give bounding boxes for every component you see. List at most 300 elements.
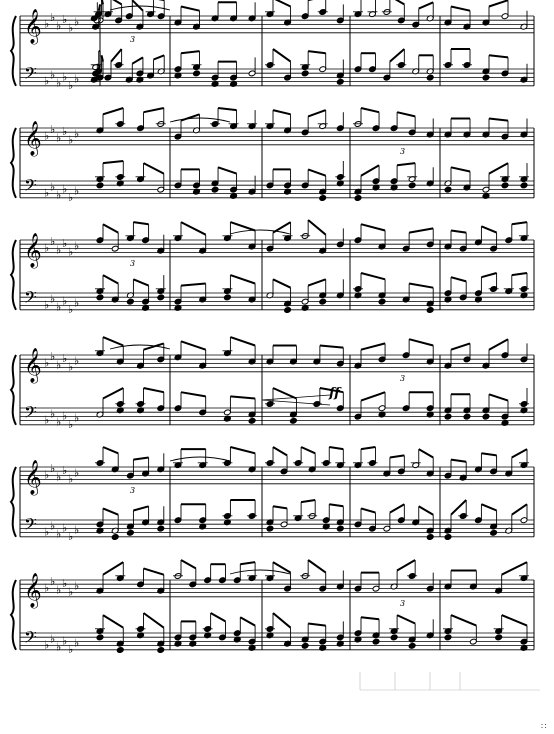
note-beam: [361, 273, 385, 279]
note-head: [495, 634, 503, 641]
note-beam: [451, 7, 470, 11]
flat-sign-icon: ♭: [44, 356, 50, 370]
note-beam: [103, 615, 123, 628]
note-beam: [489, 0, 508, 6]
bass-measure: [90, 51, 103, 83]
flat-sign-icon: ♭: [50, 123, 56, 137]
note-beam: [218, 167, 237, 173]
treble-measure: [353, 0, 434, 28]
flat-sign-icon: ♭: [74, 239, 80, 253]
note-head: [490, 529, 498, 536]
note-beam: [481, 273, 496, 277]
slur: [110, 345, 170, 349]
note-head: [193, 70, 201, 77]
flat-sign-icon: ♭: [62, 464, 68, 478]
note-beam: [390, 49, 404, 62]
note-beam: [419, 449, 433, 457]
note-beam: [144, 613, 164, 628]
note-beam: [132, 0, 143, 11]
note-beam: [132, 57, 143, 63]
note-beam: [273, 506, 287, 508]
note-beam: [361, 108, 379, 112]
system-brace: [11, 240, 16, 310]
flat-sign-icon: ♭: [50, 519, 56, 533]
note-beam: [409, 228, 433, 232]
flat-sign-icon: ♭: [44, 468, 50, 482]
note-head: [157, 525, 165, 532]
flat-sign-icon: ♭: [44, 129, 50, 143]
note-head: [127, 298, 135, 305]
bass-measure: [354, 392, 434, 420]
note-beam: [390, 504, 404, 512]
treble-measure: [265, 0, 344, 26]
treble-staff: [20, 121, 534, 157]
bass-measure: [444, 273, 529, 303]
treble-measure: [95, 337, 165, 369]
flat-sign-icon: ♭: [62, 125, 68, 139]
bass-measure: [354, 49, 434, 81]
treble-measure: [444, 222, 529, 252]
note-head: [211, 186, 219, 193]
flat-sign-icon: ♭: [68, 245, 74, 259]
note-beam: [361, 343, 385, 349]
note-head: [390, 634, 398, 641]
note-beam: [181, 284, 206, 286]
note-beam: [397, 163, 415, 165]
note-beam: [273, 0, 291, 7]
treble-measure: [354, 560, 434, 592]
treble-measure: [103, 0, 165, 30]
note-beam: [103, 562, 123, 575]
flat-sign-icon: ♭: [68, 529, 74, 543]
treble-measure: [265, 560, 344, 592]
note-beam: [103, 224, 118, 232]
bass-measure: [354, 504, 434, 540]
note-beam: [512, 273, 527, 275]
note-beam: [273, 447, 287, 455]
flat-sign-icon: ♭: [44, 241, 50, 255]
note-beam: [489, 394, 508, 400]
note-beam: [181, 7, 200, 11]
flat-sign-icon: ♭: [62, 409, 68, 423]
flat-sign-icon: ♭: [56, 358, 62, 372]
note-beam: [144, 388, 164, 392]
tuplet-label: 3: [400, 374, 406, 383]
note-beam: [451, 500, 466, 515]
treble-measure: [353, 108, 434, 138]
note-beam: [240, 617, 255, 625]
bass-measure: [443, 49, 528, 83]
flat-sign-icon: ♭: [74, 411, 80, 425]
flat-sign-icon: ♭: [62, 634, 68, 648]
note-beam: [308, 560, 326, 573]
note-beam: [133, 458, 148, 460]
note-head: [408, 642, 416, 649]
note-head: [301, 70, 309, 77]
note-beam: [502, 615, 527, 626]
note-beam: [308, 110, 326, 116]
flat-sign-icon: ♭: [56, 76, 62, 90]
note-beam: [102, 55, 103, 61]
flat-sign-icon: ♭: [62, 182, 68, 196]
note-beam: [103, 388, 123, 399]
note-beam: [390, 455, 404, 457]
tuplet-label: 3: [130, 35, 136, 44]
flat-sign-icon: ♭: [50, 407, 56, 421]
flat-sign-icon: ♭: [68, 133, 74, 147]
slur: [170, 118, 230, 122]
bass-clef-icon: 𝄢: [24, 627, 37, 651]
treble-measure: [173, 447, 256, 473]
treble-staff: [20, 460, 534, 496]
flat-sign-icon: ♭: [56, 583, 62, 597]
flat-sign-icon: ♭: [50, 632, 56, 646]
note-beam: [273, 110, 291, 114]
note-head: [501, 182, 509, 189]
treble-measure: [96, 108, 166, 134]
bass-measure: [354, 615, 434, 649]
note-beam: [133, 506, 148, 510]
note-beam: [308, 279, 326, 285]
note-beam: [273, 613, 291, 628]
note-beam: [512, 222, 527, 224]
flat-sign-icon: ♭: [68, 21, 74, 35]
flat-sign-icon: ♭: [50, 575, 56, 589]
flat-sign-icon: ♭: [50, 292, 56, 306]
music-system: [11, 108, 534, 204]
flat-sign-icon: ♭: [74, 72, 80, 86]
note-beam: [111, 0, 122, 4]
note-beam: [419, 506, 433, 514]
note-beam: [489, 339, 508, 350]
note-head: [319, 195, 327, 202]
treble-measure: [96, 562, 164, 594]
flat-sign-icon: ♭: [68, 642, 74, 656]
treble-staff: [20, 233, 534, 269]
note-beam: [144, 568, 164, 574]
note-head: [520, 182, 528, 189]
flat-sign-icon: ♭: [62, 352, 68, 366]
note-head: [319, 298, 327, 305]
bass-measure: [174, 167, 256, 199]
treble-measure: [173, 560, 257, 588]
note-head: [354, 195, 362, 202]
note-head: [444, 413, 452, 420]
note-head: [96, 294, 104, 301]
note-beam: [361, 508, 375, 512]
treble-clef-icon: 𝄞: [24, 9, 42, 44]
note-head: [301, 642, 309, 649]
bass-clef-icon: 𝄢: [24, 175, 37, 199]
treble-clef-icon: 𝄞: [24, 348, 42, 383]
flat-sign-icon: ♭: [74, 296, 80, 310]
treble-clef-icon: 𝄞: [24, 460, 42, 495]
bass-staff: [20, 514, 534, 543]
note-beam: [211, 613, 226, 621]
note-beam: [329, 504, 343, 506]
note-head: [372, 638, 380, 645]
flat-sign-icon: ♭: [62, 13, 68, 27]
note-beam: [273, 388, 296, 399]
note-beam: [273, 49, 291, 62]
note-beam: [181, 560, 196, 568]
note-head: [444, 534, 452, 541]
treble-measure: [174, 108, 257, 140]
flat-sign-icon: ♭: [62, 521, 68, 535]
note-beam: [489, 55, 508, 57]
note-beam: [361, 447, 375, 449]
note-beam: [361, 165, 379, 176]
note-head: [96, 634, 104, 641]
note-beam: [240, 562, 255, 564]
note-beam: [409, 284, 433, 288]
note-head: [444, 186, 452, 193]
flat-sign-icon: ♭: [44, 638, 50, 652]
note-beam: [329, 447, 343, 449]
tuplet-label: 3: [400, 599, 406, 608]
bass-clef-icon: 𝄢: [24, 514, 37, 538]
flat-sign-icon: ♭: [68, 78, 74, 92]
flat-sign-icon: ♭: [56, 300, 62, 314]
bass-measure: [96, 506, 164, 540]
bass-clef-icon: 𝄢: [24, 402, 37, 426]
music-system: [11, 0, 534, 92]
bass-measure: [95, 161, 165, 193]
note-beam: [361, 617, 379, 619]
system-brace: [11, 580, 16, 650]
note-head: [127, 529, 135, 536]
note-beam: [481, 226, 496, 232]
dynamic-ff-marking: ff: [329, 386, 340, 401]
treble-clef-icon: 𝄞: [24, 121, 42, 156]
note-beam: [181, 341, 206, 349]
system-brace: [11, 16, 16, 86]
note-beam: [502, 562, 527, 575]
flat-sign-icon: ♭: [62, 577, 68, 591]
note-beam: [154, 55, 165, 59]
flat-sign-icon: ♭: [74, 523, 80, 537]
note-beam: [273, 279, 291, 287]
flat-sign-icon: ♭: [74, 579, 80, 593]
note-beam: [451, 343, 470, 349]
note-head: [284, 307, 292, 314]
flat-sign-icon: ♭: [56, 188, 62, 202]
flat-sign-icon: ♭: [44, 525, 50, 539]
note-head: [116, 647, 124, 654]
flat-sign-icon: ♭: [44, 74, 50, 88]
note-head: [426, 307, 434, 314]
bass-clef-icon: 𝄢: [24, 287, 37, 311]
treble-measure: [353, 447, 434, 477]
note-beam: [320, 346, 343, 348]
flat-sign-icon: ♭: [56, 243, 62, 257]
treble-measure: [266, 220, 344, 254]
slur: [170, 457, 230, 461]
flat-sign-icon: ♭: [74, 354, 80, 368]
flat-sign-icon: ♭: [62, 237, 68, 251]
treble-clef-icon: 𝄞: [24, 233, 42, 268]
flat-sign-icon: ♭: [44, 186, 50, 200]
note-beam: [361, 392, 385, 400]
flat-sign-icon: ♭: [74, 127, 80, 141]
note-beam: [397, 615, 415, 623]
note-beam: [111, 49, 122, 62]
flat-sign-icon: ♭: [50, 350, 56, 364]
music-system: [11, 560, 534, 656]
note-head: [463, 413, 471, 420]
flat-sign-icon: ♭: [74, 636, 80, 650]
music-system: [11, 220, 534, 316]
note-beam: [512, 504, 527, 515]
flat-sign-icon: ♭: [44, 581, 50, 595]
music-system: [11, 447, 534, 543]
flat-sign-icon: ♭: [62, 70, 68, 84]
note-head: [224, 294, 232, 301]
note-beam: [308, 624, 326, 626]
flat-sign-icon: ♭: [68, 585, 74, 599]
treble-measure: [96, 222, 164, 254]
note-head: [482, 413, 490, 420]
flat-sign-icon: ♭: [50, 235, 56, 249]
note-beam: [451, 460, 466, 462]
note-beam: [103, 108, 123, 114]
note-beam: [181, 222, 206, 235]
bass-measure: [174, 500, 257, 530]
treble-measure: [354, 224, 434, 252]
treble-measure: [444, 449, 529, 481]
note-beam: [481, 504, 496, 510]
note-beam: [133, 279, 148, 285]
page-corner-mark: ::: [540, 721, 548, 730]
note-head: [157, 647, 165, 654]
flat-sign-icon: ♭: [74, 184, 80, 198]
note-head: [444, 634, 452, 641]
bass-measure: [265, 49, 344, 85]
note-head: [157, 294, 165, 301]
music-system: [11, 337, 534, 431]
note-head: [111, 534, 119, 541]
flat-sign-icon: ♭: [50, 462, 56, 476]
tuplet-label: 3: [130, 259, 136, 268]
flat-sign-icon: ♭: [56, 527, 62, 541]
flat-sign-icon: ♭: [44, 298, 50, 312]
note-head: [482, 74, 490, 81]
treble-measure: [173, 222, 256, 254]
note-beam: [481, 453, 496, 455]
slur: [230, 230, 290, 234]
note-beam: [181, 51, 200, 53]
note-beam: [181, 114, 200, 120]
note-beam: [419, 2, 433, 8]
note-head: [378, 298, 386, 305]
system-brace: [11, 128, 16, 198]
treble-measure: [265, 447, 345, 475]
note-head: [336, 525, 344, 532]
system-brace: [11, 355, 16, 425]
note-beam: [451, 167, 470, 171]
flat-sign-icon: ♭: [56, 131, 62, 145]
flat-sign-icon: ♭: [50, 11, 56, 25]
flat-sign-icon: ♭: [68, 190, 74, 204]
note-head: [266, 525, 274, 532]
note-beam: [218, 108, 237, 110]
tuplet-label: 3: [400, 147, 406, 156]
flat-sign-icon: ♭: [56, 415, 62, 429]
note-beam: [301, 447, 315, 453]
note-beam: [451, 231, 466, 233]
note-beam: [144, 108, 164, 112]
flat-sign-icon: ♭: [44, 17, 50, 31]
flat-sign-icon: ♭: [68, 472, 74, 486]
treble-measure: [444, 562, 529, 594]
note-beam: [301, 500, 315, 502]
note-beam: [308, 169, 326, 175]
treble-measure: [354, 339, 434, 369]
flat-sign-icon: ♭: [62, 294, 68, 308]
bass-measure: [354, 163, 434, 201]
note-beam: [230, 337, 255, 345]
bass-clef-icon: 𝄢: [24, 63, 37, 87]
flat-sign-icon: ♭: [56, 640, 62, 654]
flat-sign-icon: ♭: [56, 470, 62, 484]
note-beam: [361, 224, 385, 230]
note-beam: [397, 560, 415, 571]
note-beam: [103, 275, 118, 283]
flat-sign-icon: ♭: [44, 413, 50, 427]
flat-sign-icon: ♭: [50, 180, 56, 194]
bass-measure: [104, 49, 165, 83]
flat-sign-icon: ♭: [68, 360, 74, 374]
note-beam: [103, 161, 123, 163]
note-beam: [144, 163, 164, 174]
treble-measure: [90, 0, 103, 30]
flat-sign-icon: ♭: [68, 417, 74, 431]
slur: [230, 570, 290, 574]
note-head: [426, 74, 434, 81]
system-brace: [11, 467, 16, 537]
note-head: [248, 417, 256, 424]
note-head: [336, 78, 344, 85]
note-head: [408, 182, 416, 189]
flat-sign-icon: ♭: [74, 466, 80, 480]
note-beam: [390, 0, 404, 4]
treble-measure: [444, 339, 528, 369]
note-beam: [512, 449, 527, 457]
note-beam: [103, 337, 123, 345]
note-beam: [489, 163, 508, 174]
note-beam: [451, 615, 476, 626]
note-beam: [308, 51, 326, 53]
note-beam: [230, 447, 255, 453]
bass-measure: [96, 388, 164, 418]
treble-measure: [174, 337, 256, 369]
note-beam: [409, 339, 433, 345]
note-beam: [308, 220, 326, 235]
note-head: [290, 417, 298, 424]
note-head: [426, 534, 434, 541]
bass-measure: [266, 500, 344, 532]
bass-measure: [266, 279, 344, 313]
note-beam: [103, 447, 118, 453]
note-beam: [181, 392, 206, 396]
note-beam: [103, 508, 118, 514]
note-beam: [99, 4, 100, 10]
note-beam: [133, 222, 148, 224]
note-beam: [451, 277, 466, 281]
flat-sign-icon: ♭: [74, 15, 80, 29]
note-beam: [397, 112, 415, 116]
treble-measure: [95, 447, 165, 479]
